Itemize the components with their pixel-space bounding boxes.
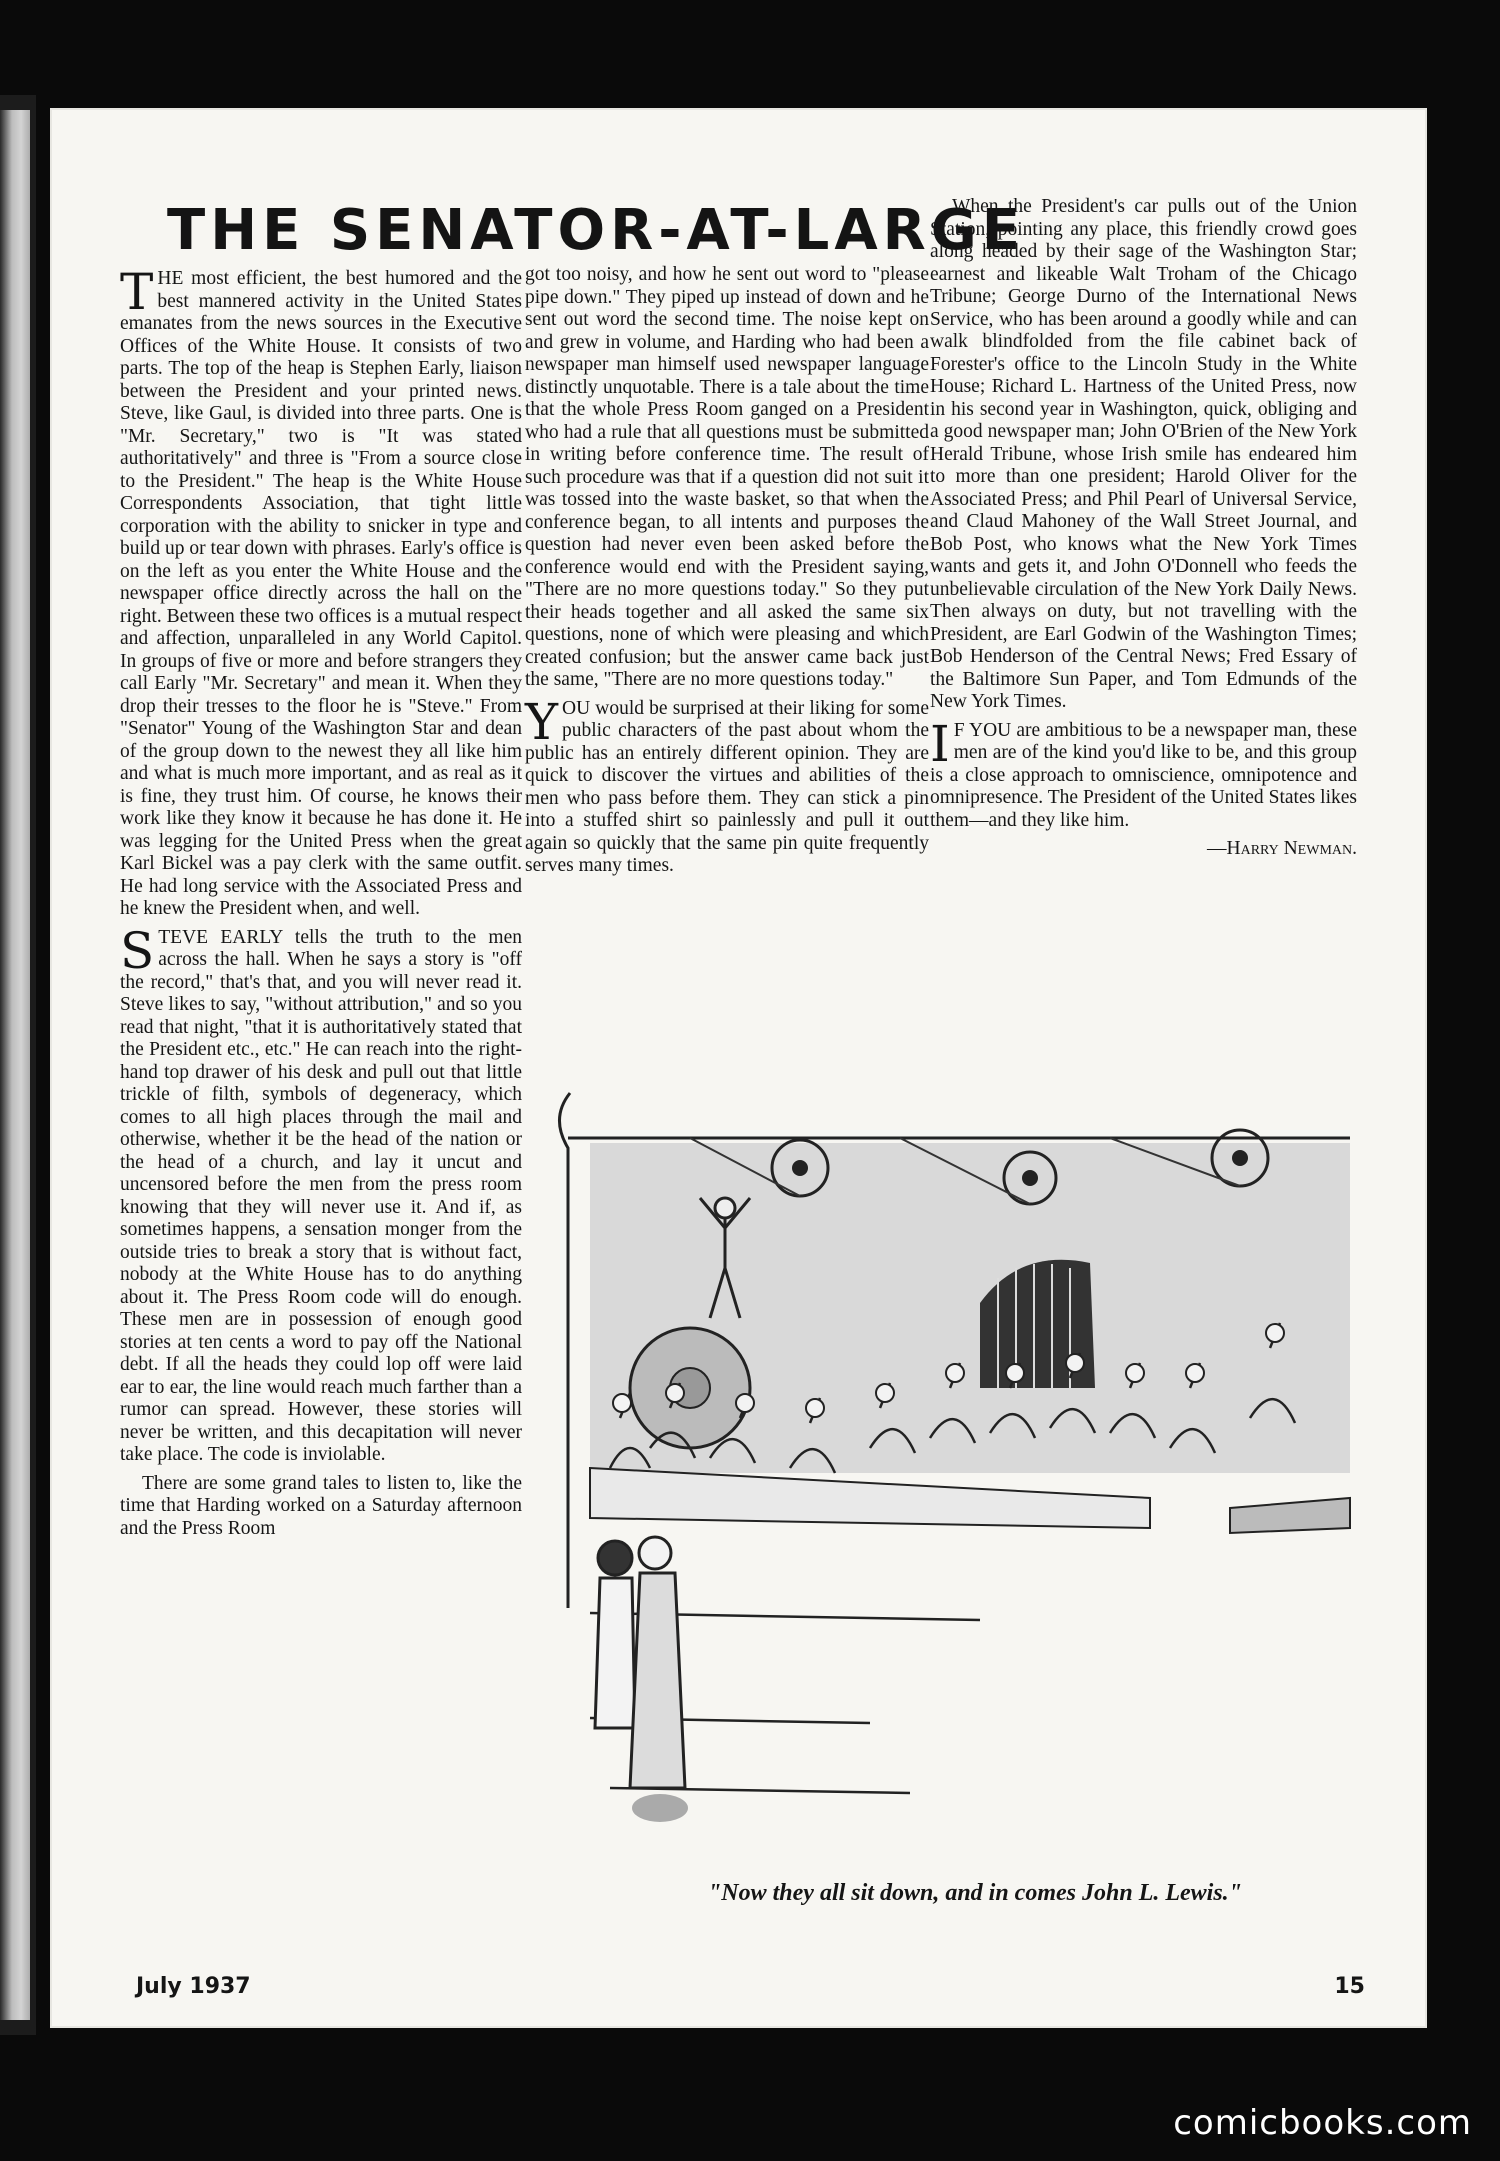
paragraph: THE most efficient, the best humored and the best mannered activity in the United States emanates from the news sources in the Executive Offices of the White House. It consists of two parts. The top of the heap is Stephen Early, liaison between the President and your printed news. Steve, like Gaul, is divided into three parts. One is "Mr. Secretary," two is "It was stated authoritatively" and three is "From a source close to the President." The heap is the White House Correspondents Association, that tight little corporation with the ability to snicker in type and build up or tear down with phrases. Early's office is on the left as you enter the White House and the newspaper office directly across the hall on the right. Between these two offices is a mutual respect and affection, unparalleled in any World Capitol. In groups of five or more and before strangers they call Early "Mr. Secretary" and mean it. When they drop their tresses to the floor he is "Steve." From "Senator" Young of the Washington Star and dean of the group down to the newest they all like him and what is much more important, and as real as it is fine, they trust him. Of course, he knows their work like they know it because he has done it. He was legging for the United Press when the great Karl Bickel was a pay clerk with the same outfit. He had long service with the Associated Press and he knew the President when, and well. [120,263,522,919]
article-column-3 [930,196,1357,867]
adjacent-page-edge [0,110,30,2020]
paragraph: When the President's car pulls out of the Union Station, pointing any place, this friendly crowd goes along headed by their sage of the Washington Star; earnest and likeable Walt Troham of the Chicago Tribune; George Durno of the International News Service, who has been around a goodly while and can walk blindfolded from the file cabinet back of Forester's office to the Lincoln Study in the White House; Richard L. Hartness of the United Press, now in his second year in Washington, quick, obliging and a good newspaper man; John O'Brien of the New York Herald Tribune, whose Irish smile has endeared him to more than one president; Harold Oliver for the Associated Press; and Phil Pearl of Universal Service, and Claud Mahoney of the Wall Street Journal, and Bob Post, who knows what the New York Times wants and gets it, and John O'Donnell who feeds the unbelievable circulation of the New York Daily News. Then always on duty, but not travelling with the President, are Earl Godwin of the Washington Times; Bob Henderson of the Central News; Fred Essary of the Baltimore Sun Paper, and Tom Edmunds of the New York Times. [930,196,1357,712]
author-signature: —Harry Newman. [1207,838,1357,859]
paragraph: got too noisy, and how he sent out word to "please pipe down." They piped up instead of down and he sent out word the second time. The noise kept on and grew in volume, and Harding who had been a newspaper man himself used newspaper language distinctly unquotable. There is a tale about the time that the whole Press Room ganged on a President who had a rule that all questions must be submitted in writing before conference time. The result of such procedure was that if a question did not suit it was tossed into the waste basket, so that when the conference began, to all intents and purposes the question had never even been asked before the conference would end with the President saying, "There are no more questions today." So they put their heads together and all asked the same six questions, none of which were pleasing and which created confusion; but the answer came back just the same, "There are no more questions today." [525,264,929,690]
paragraph: YOU would be surprised at their liking for some public characters of the past about whom the public has an entirely different opinion. They are quick to discover the virtues and abilities of the men who pass before them. They can stick a pin into a stuffed shirt so painlessly and pull it out again so quickly that the same pin quite frequently serves many times. [525,692,929,876]
paragraph: There are some grand tales to listen to, like the time that Harding worked on a Saturday afternoon and the Press Room [120,1472,522,1539]
article-title: THE SENATOR-AT-LARGE [167,198,1025,263]
site-watermark: comicbooks.com [1173,2103,1472,2143]
paragraph: STEVE EARLY tells the truth to the men across the hall. When he says a story is "off the record," that's that, and you will never read it. Steve likes to say, "without attribution," and so you read that night, "that it is authoritatively stated that the President etc., etc." He can reach into the right-hand top drawer of his desk and pull out that little trickle of filth, symbols of degeneracy, which comes to all high places through the mail and otherwise, whether it be the head of the nation or the head of a church, and lay it uncut and uncensored before the men from the press room knowing that they will never use it. And if, as sometimes happens, a sensation monger from the outside tries to break a story that is without fact, nobody at the White House has to do anything about it. The Press Room code will do enough. These men are in possession of enough good stories at ten cents a word to pay off the National debt. If all the heads they could lop off were laid ear to ear, the line would reach much farther than a rumor can spread. However, these stories will never be written, and this decapitation will never take place. The code is inviolable. [120,921,522,1465]
article-column-1 [120,263,522,1546]
drop-cap: I [930,714,950,773]
magazine-page [50,108,1427,2028]
drop-cap: Y [525,692,559,751]
article-column-2 [525,264,929,884]
paragraph: I F YOU are ambitious to be a newspaper man, these men are of the kind you'd like to be, and this group is a close approach to omniscience, omnipotence and omnipresence. The President of the United States likes them—and they like him. [930,714,1357,831]
drop-cap: T [120,263,154,321]
drop-cap: S [120,921,155,980]
page-number: 15 [1334,1974,1365,1999]
cartoon-illustration [550,1088,1360,1848]
issue-date: July 1937 [136,1974,251,1999]
cartoon-caption: "Now they all sit down, and in comes John L. Lewis." [707,1880,1243,1906]
